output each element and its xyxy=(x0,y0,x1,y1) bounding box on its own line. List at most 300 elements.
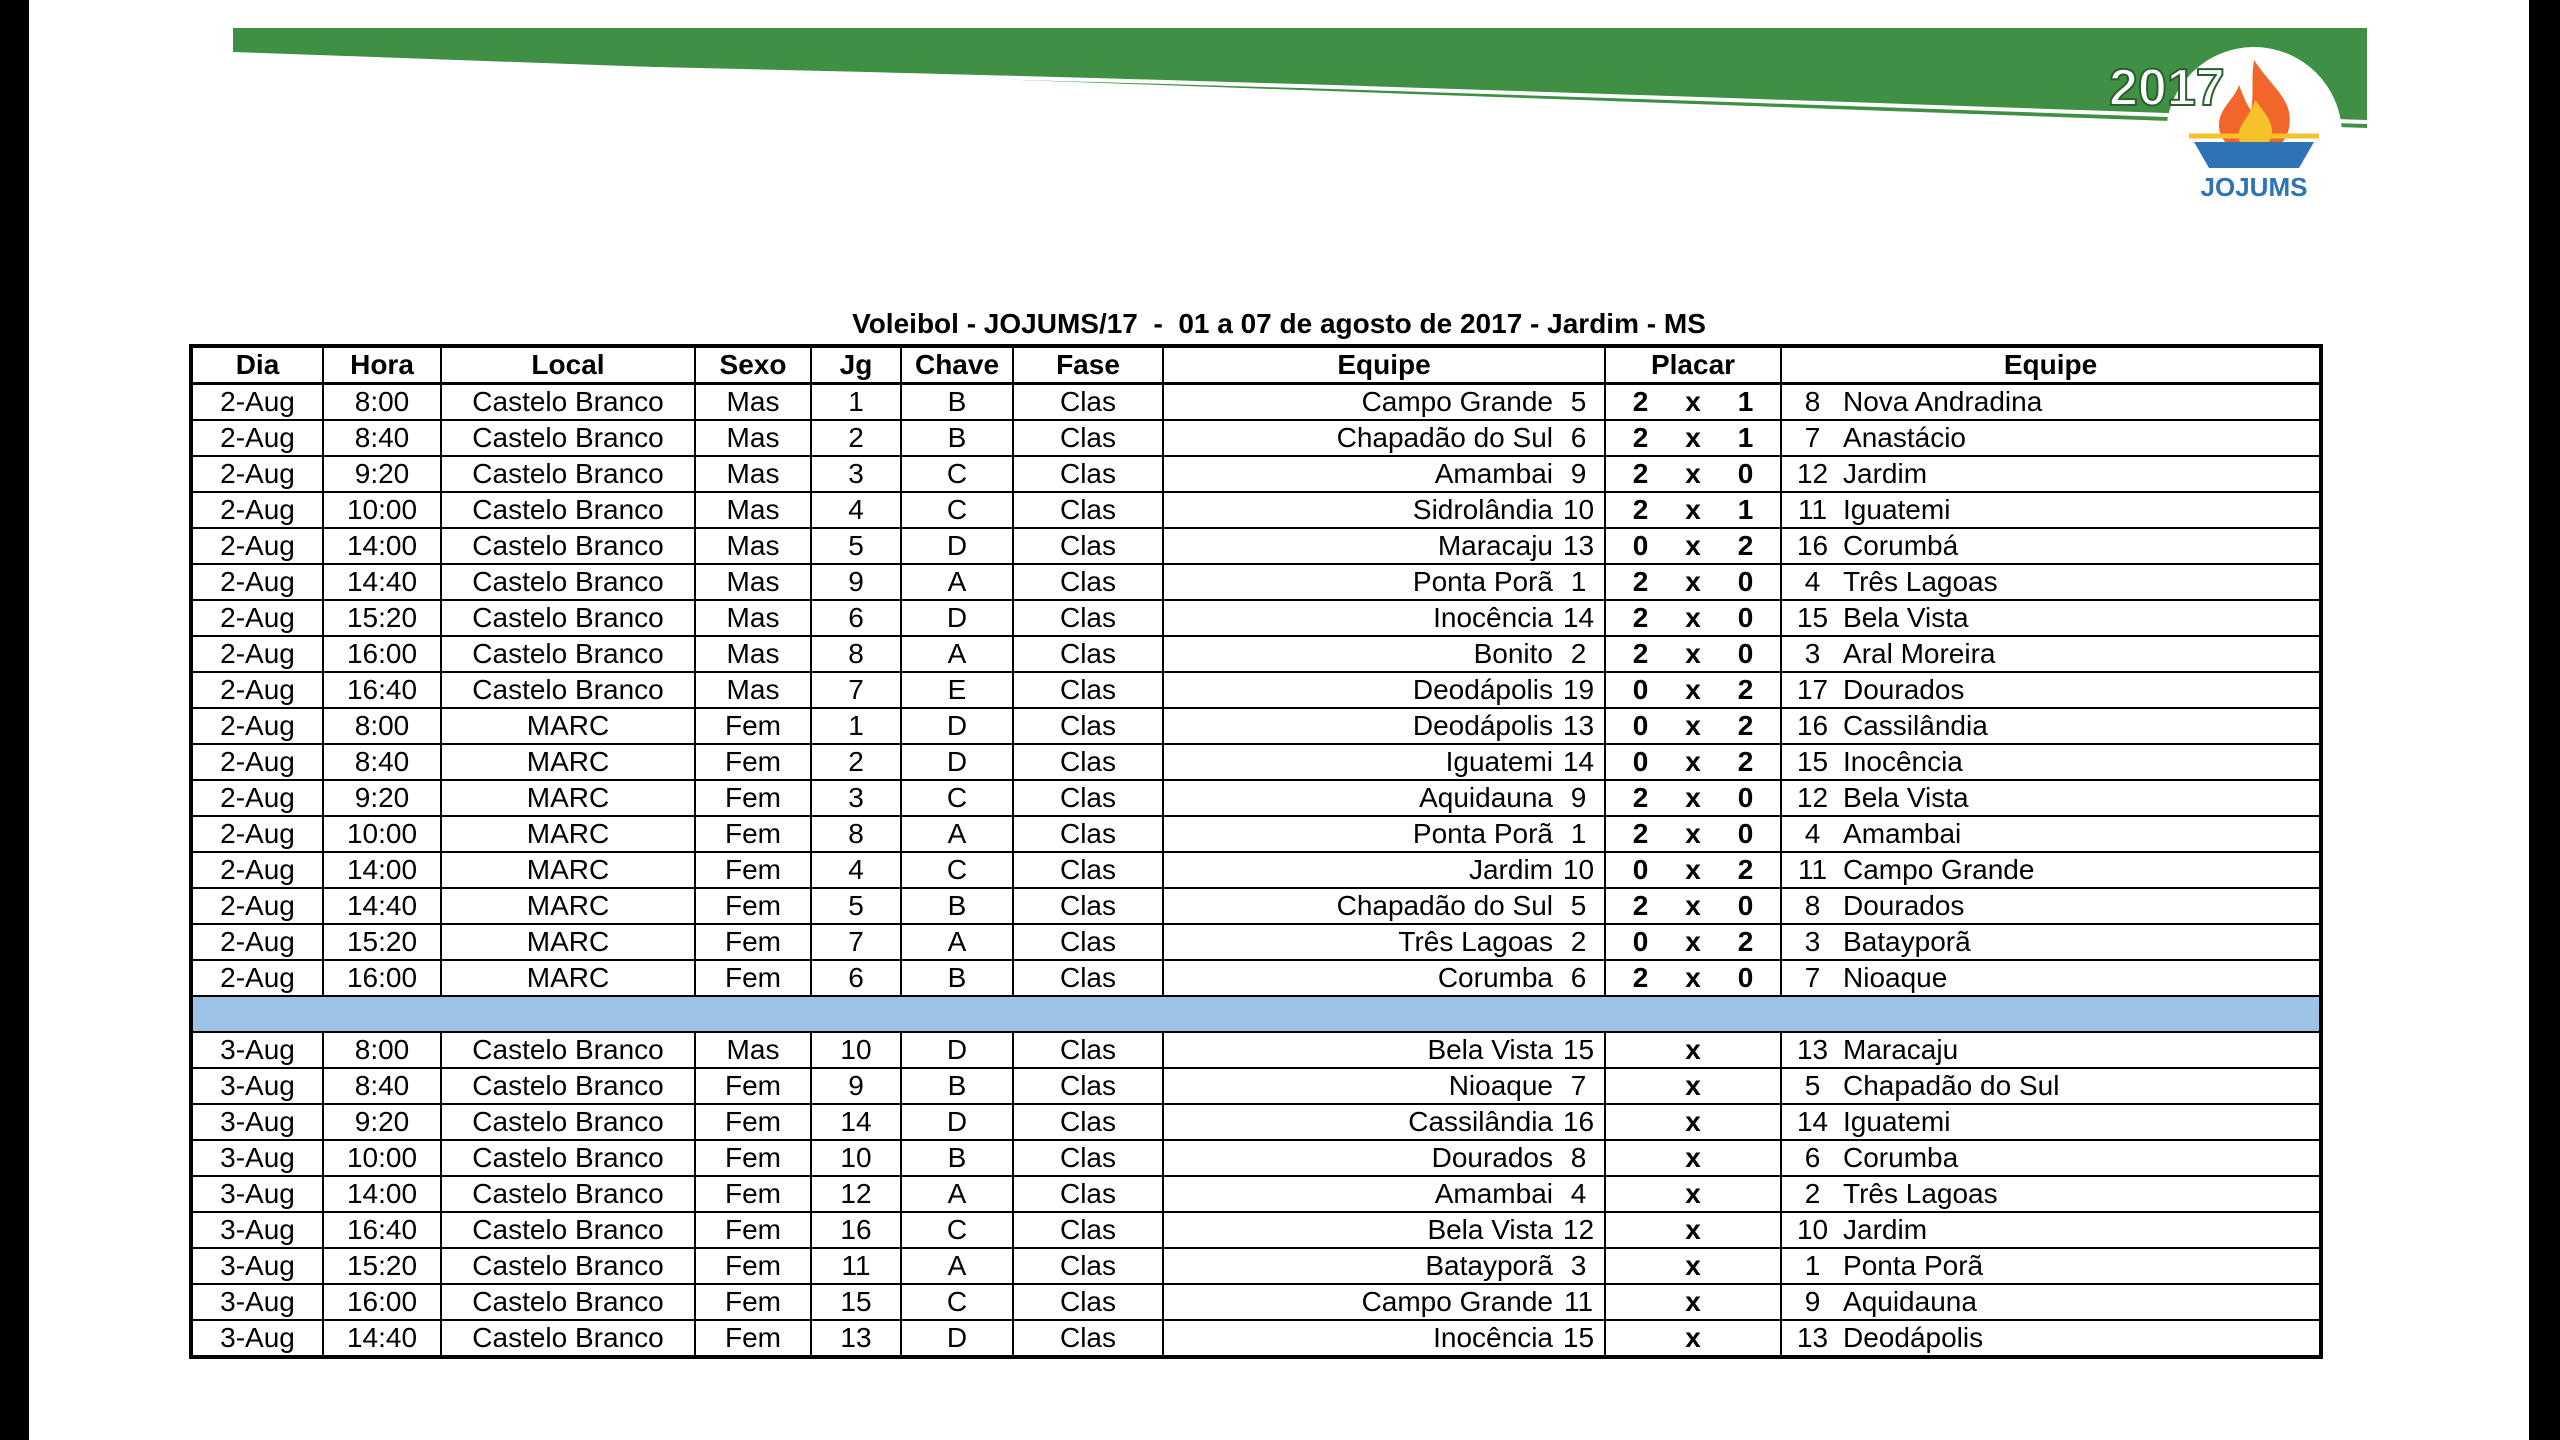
cell-away-team: Maracaju xyxy=(1843,1032,2321,1068)
cell-score-separator: x xyxy=(1675,924,1711,960)
cell-local: MARC xyxy=(441,816,695,852)
cell-home-seed: 6 xyxy=(1553,960,1605,996)
cell-away-score: 0 xyxy=(1711,780,1781,816)
cell-chave: D xyxy=(901,1104,1013,1140)
cell-dia: 3-Aug xyxy=(191,1176,323,1212)
cell-fase: Clas xyxy=(1013,744,1163,780)
match-row xyxy=(191,1032,2321,1068)
cell-away-seed: 3 xyxy=(1781,924,1843,960)
cell-away-score: 2 xyxy=(1711,528,1781,564)
cell-jg: 6 xyxy=(811,960,901,996)
cell-jg: 9 xyxy=(811,564,901,600)
cell-home-seed: 8 xyxy=(1553,1140,1605,1176)
cell-dia: 3-Aug xyxy=(191,1104,323,1140)
cell-home-seed: 13 xyxy=(1553,708,1605,744)
match-row xyxy=(191,1320,2321,1357)
cell-jg: 3 xyxy=(811,456,901,492)
cell-away-score: 2 xyxy=(1711,672,1781,708)
cell-home-team: Ponta Porã xyxy=(1163,564,1553,600)
cell-sexo: Mas xyxy=(695,420,811,456)
cell-away-seed: 4 xyxy=(1781,564,1843,600)
cell-away-seed: 9 xyxy=(1781,1284,1843,1320)
cell-home-score: 2 xyxy=(1605,420,1675,456)
cell-away-score xyxy=(1711,1284,1781,1320)
cell-home-seed: 10 xyxy=(1553,492,1605,528)
cell-local: MARC xyxy=(441,924,695,960)
cell-local: Castelo Branco xyxy=(441,384,695,421)
cell-away-score: 1 xyxy=(1711,492,1781,528)
cell-home-score: 0 xyxy=(1605,672,1675,708)
cell-away-seed: 14 xyxy=(1781,1104,1843,1140)
cell-dia: 2-Aug xyxy=(191,744,323,780)
cell-fase: Clas xyxy=(1013,456,1163,492)
cell-jg: 10 xyxy=(811,1032,901,1068)
cell-away-seed: 16 xyxy=(1781,528,1843,564)
cell-home-seed: 7 xyxy=(1553,1068,1605,1104)
cell-sexo: Mas xyxy=(695,672,811,708)
cell-hora: 10:00 xyxy=(323,816,441,852)
cell-home-seed: 5 xyxy=(1553,384,1605,421)
cell-home-seed: 6 xyxy=(1553,420,1605,456)
document-title: Voleibol - JOJUMS/17 - 01 a 07 de agosto de 2017 - Jardim - MS xyxy=(852,308,1706,339)
cell-away-seed: 2 xyxy=(1781,1176,1843,1212)
cell-chave: B xyxy=(901,384,1013,421)
cell-dia: 3-Aug xyxy=(191,1248,323,1284)
cell-fase: Clas xyxy=(1013,672,1163,708)
cell-dia: 3-Aug xyxy=(191,1212,323,1248)
cell-local: Castelo Branco xyxy=(441,1320,695,1357)
cell-local: MARC xyxy=(441,960,695,996)
cell-away-seed: 13 xyxy=(1781,1032,1843,1068)
cell-away-team: Campo Grande xyxy=(1843,852,2321,888)
cell-home-score: 2 xyxy=(1605,816,1675,852)
cell-away-score xyxy=(1711,1104,1781,1140)
cell-hora: 16:00 xyxy=(323,960,441,996)
cell-away-score: 0 xyxy=(1711,456,1781,492)
match-row xyxy=(191,1248,2321,1284)
cell-home-score: 2 xyxy=(1605,384,1675,421)
cell-away-seed: 15 xyxy=(1781,744,1843,780)
header-banner xyxy=(29,0,2529,200)
match-row xyxy=(191,492,2321,528)
cell-score-separator: x xyxy=(1675,708,1711,744)
header-row xyxy=(191,346,2321,384)
cell-local: Castelo Branco xyxy=(441,672,695,708)
cell-score-separator: x xyxy=(1675,1176,1711,1212)
cell-sexo: Mas xyxy=(695,456,811,492)
cell-fase: Clas xyxy=(1013,1140,1163,1176)
cell-jg: 12 xyxy=(811,1176,901,1212)
cell-local: Castelo Branco xyxy=(441,600,695,636)
cell-sexo: Fem xyxy=(695,888,811,924)
cell-away-seed: 12 xyxy=(1781,456,1843,492)
cell-chave: A xyxy=(901,564,1013,600)
cell-home-score xyxy=(1605,1284,1675,1320)
cell-chave: B xyxy=(901,1068,1013,1104)
cell-dia: 2-Aug xyxy=(191,528,323,564)
cell-score-separator: x xyxy=(1675,420,1711,456)
cell-dia: 2-Aug xyxy=(191,924,323,960)
cell-away-score: 2 xyxy=(1711,852,1781,888)
cell-away-team: Três Lagoas xyxy=(1843,564,2321,600)
cell-score-separator: x xyxy=(1675,672,1711,708)
cell-home-team: Amambai xyxy=(1163,456,1553,492)
cell-hora: 9:20 xyxy=(323,1104,441,1140)
cell-sexo: Fem xyxy=(695,1140,811,1176)
cell-fase: Clas xyxy=(1013,1068,1163,1104)
match-row xyxy=(191,816,2321,852)
cell-jg: 1 xyxy=(811,384,901,421)
col-jg: Jg xyxy=(811,346,901,384)
match-row xyxy=(191,636,2321,672)
cell-away-team: Três Lagoas xyxy=(1843,1176,2321,1212)
cell-away-seed: 7 xyxy=(1781,420,1843,456)
cell-score-separator: x xyxy=(1675,744,1711,780)
cell-away-seed: 17 xyxy=(1781,672,1843,708)
match-row xyxy=(191,528,2321,564)
cell-away-team: Ponta Porã xyxy=(1843,1248,2321,1284)
cell-fase: Clas xyxy=(1013,960,1163,996)
cell-fase: Clas xyxy=(1013,852,1163,888)
cell-home-seed: 12 xyxy=(1553,1212,1605,1248)
cell-hora: 14:40 xyxy=(323,888,441,924)
cell-chave: D xyxy=(901,744,1013,780)
cell-away-score: 2 xyxy=(1711,708,1781,744)
cell-home-team: Chapadão do Sul xyxy=(1163,888,1553,924)
cell-fase: Clas xyxy=(1013,600,1163,636)
cell-home-score: 0 xyxy=(1605,708,1675,744)
cell-home-score: 2 xyxy=(1605,600,1675,636)
cell-hora: 8:00 xyxy=(323,1032,441,1068)
cell-jg: 8 xyxy=(811,816,901,852)
cell-fase: Clas xyxy=(1013,816,1163,852)
cell-home-team: Aquidauna xyxy=(1163,780,1553,816)
cell-away-seed: 10 xyxy=(1781,1212,1843,1248)
match-row xyxy=(191,1140,2321,1176)
cell-hora: 9:20 xyxy=(323,780,441,816)
cell-chave: D xyxy=(901,600,1013,636)
cell-away-score: 0 xyxy=(1711,636,1781,672)
cell-fase: Clas xyxy=(1013,636,1163,672)
cell-home-team: Amambai xyxy=(1163,1176,1553,1212)
cell-home-team: Chapadão do Sul xyxy=(1163,420,1553,456)
cell-dia: 2-Aug xyxy=(191,456,323,492)
cell-local: Castelo Branco xyxy=(441,1212,695,1248)
cell-away-score: 0 xyxy=(1711,816,1781,852)
cell-jg: 4 xyxy=(811,492,901,528)
cell-away-score xyxy=(1711,1032,1781,1068)
cell-hora: 16:40 xyxy=(323,1212,441,1248)
col-local: Local xyxy=(441,346,695,384)
cell-away-score: 0 xyxy=(1711,600,1781,636)
cell-away-team: Inocência xyxy=(1843,744,2321,780)
cell-home-seed: 9 xyxy=(1553,780,1605,816)
cell-home-team: Inocência xyxy=(1163,1320,1553,1357)
cell-score-separator: x xyxy=(1675,1248,1711,1284)
cell-jg: 13 xyxy=(811,1320,901,1357)
cell-jg: 16 xyxy=(811,1212,901,1248)
cell-score-separator: x xyxy=(1675,1104,1711,1140)
cell-fase: Clas xyxy=(1013,708,1163,744)
cell-score-separator: x xyxy=(1675,1032,1711,1068)
cell-home-seed: 15 xyxy=(1553,1032,1605,1068)
cell-away-score: 1 xyxy=(1711,420,1781,456)
cell-local: MARC xyxy=(441,888,695,924)
cell-fase: Clas xyxy=(1013,924,1163,960)
cell-local: Castelo Branco xyxy=(441,1032,695,1068)
cell-away-team: Amambai xyxy=(1843,816,2321,852)
cell-fase: Clas xyxy=(1013,1032,1163,1068)
cell-score-separator: x xyxy=(1675,1140,1711,1176)
cell-score-separator: x xyxy=(1675,852,1711,888)
cell-home-seed: 16 xyxy=(1553,1104,1605,1140)
cell-jg: 3 xyxy=(811,780,901,816)
cell-away-score: 0 xyxy=(1711,564,1781,600)
cell-jg: 14 xyxy=(811,1104,901,1140)
cell-away-score xyxy=(1711,1068,1781,1104)
cell-local: Castelo Branco xyxy=(441,636,695,672)
cell-away-score xyxy=(1711,1248,1781,1284)
cell-home-score: 2 xyxy=(1605,780,1675,816)
cell-fase: Clas xyxy=(1013,888,1163,924)
cell-local: Castelo Branco xyxy=(441,1176,695,1212)
cell-away-seed: 3 xyxy=(1781,636,1843,672)
cell-sexo: Fem xyxy=(695,1320,811,1357)
cell-home-seed: 19 xyxy=(1553,672,1605,708)
cell-away-team: Dourados xyxy=(1843,888,2321,924)
cell-dia: 3-Aug xyxy=(191,1320,323,1357)
cell-home-team: Bonito xyxy=(1163,636,1553,672)
cell-chave: A xyxy=(901,1176,1013,1212)
cell-hora: 8:00 xyxy=(323,384,441,421)
cell-local: MARC xyxy=(441,852,695,888)
cell-home-team: Nioaque xyxy=(1163,1068,1553,1104)
cell-chave: A xyxy=(901,924,1013,960)
col-equipe-home: Equipe xyxy=(1163,346,1605,384)
cell-home-team: Campo Grande xyxy=(1163,384,1553,421)
cell-sexo: Fem xyxy=(695,1104,811,1140)
cell-chave: C xyxy=(901,780,1013,816)
cell-chave: B xyxy=(901,960,1013,996)
cell-jg: 10 xyxy=(811,1140,901,1176)
cell-home-score: 0 xyxy=(1605,528,1675,564)
cell-fase: Clas xyxy=(1013,420,1163,456)
match-row xyxy=(191,852,2321,888)
cell-home-seed: 14 xyxy=(1553,600,1605,636)
cell-away-team: Cassilândia xyxy=(1843,708,2321,744)
cell-sexo: Fem xyxy=(695,816,811,852)
cell-chave: A xyxy=(901,1248,1013,1284)
cell-away-seed: 6 xyxy=(1781,1140,1843,1176)
cell-jg: 8 xyxy=(811,636,901,672)
cell-hora: 14:00 xyxy=(323,528,441,564)
cell-dia: 3-Aug xyxy=(191,1140,323,1176)
col-equipe-away: Equipe xyxy=(1781,346,2321,384)
cell-dia: 2-Aug xyxy=(191,384,323,421)
cell-score-separator: x xyxy=(1675,1284,1711,1320)
cell-fase: Clas xyxy=(1013,492,1163,528)
cell-home-seed: 15 xyxy=(1553,1320,1605,1357)
match-row xyxy=(191,1068,2321,1104)
cell-home-team: Bela Vista xyxy=(1163,1032,1553,1068)
cell-away-score xyxy=(1711,1320,1781,1357)
cell-home-team: Deodápolis xyxy=(1163,708,1553,744)
cell-away-score: 0 xyxy=(1711,960,1781,996)
match-row xyxy=(191,420,2321,456)
cell-chave: C xyxy=(901,852,1013,888)
cell-local: Castelo Branco xyxy=(441,420,695,456)
cell-jg: 9 xyxy=(811,1068,901,1104)
cell-local: MARC xyxy=(441,780,695,816)
cell-away-score: 2 xyxy=(1711,744,1781,780)
cell-dia: 2-Aug xyxy=(191,420,323,456)
cell-chave: B xyxy=(901,888,1013,924)
cell-away-seed: 5 xyxy=(1781,1068,1843,1104)
cell-jg: 5 xyxy=(811,888,901,924)
cell-sexo: Fem xyxy=(695,960,811,996)
match-row xyxy=(191,456,2321,492)
cell-sexo: Fem xyxy=(695,780,811,816)
cell-away-team: Nioaque xyxy=(1843,960,2321,996)
cell-home-score: 2 xyxy=(1605,492,1675,528)
cell-sexo: Mas xyxy=(695,564,811,600)
cell-score-separator: x xyxy=(1675,456,1711,492)
cell-local: Castelo Branco xyxy=(441,528,695,564)
cell-away-seed: 11 xyxy=(1781,492,1843,528)
cell-dia: 2-Aug xyxy=(191,492,323,528)
cell-away-score: 1 xyxy=(1711,384,1781,421)
cell-chave: A xyxy=(901,636,1013,672)
cell-hora: 15:20 xyxy=(323,1248,441,1284)
cell-sexo: Fem xyxy=(695,1212,811,1248)
cell-home-team: Inocência xyxy=(1163,600,1553,636)
cell-jg: 4 xyxy=(811,852,901,888)
cell-home-team: Maracaju xyxy=(1163,528,1553,564)
cell-dia: 3-Aug xyxy=(191,1032,323,1068)
cell-away-seed: 8 xyxy=(1781,384,1843,421)
cell-home-seed: 4 xyxy=(1553,1176,1605,1212)
col-chave: Chave xyxy=(901,346,1013,384)
schedule-body xyxy=(191,384,2321,1358)
cell-home-score xyxy=(1605,1212,1675,1248)
cell-hora: 15:20 xyxy=(323,924,441,960)
cell-away-team: Anastácio xyxy=(1843,420,2321,456)
cell-home-score: 2 xyxy=(1605,564,1675,600)
cell-fase: Clas xyxy=(1013,780,1163,816)
cell-score-separator: x xyxy=(1675,564,1711,600)
cell-hora: 14:00 xyxy=(323,852,441,888)
cell-hora: 16:00 xyxy=(323,636,441,672)
cell-sexo: Fem xyxy=(695,1248,811,1284)
cell-chave: B xyxy=(901,420,1013,456)
cell-home-team: Dourados xyxy=(1163,1140,1553,1176)
cell-jg: 2 xyxy=(811,744,901,780)
cell-home-score: 2 xyxy=(1605,960,1675,996)
cell-chave: C xyxy=(901,1212,1013,1248)
cell-away-team: Aquidauna xyxy=(1843,1284,2321,1320)
cell-home-score xyxy=(1605,1176,1675,1212)
cell-local: Castelo Branco xyxy=(441,1104,695,1140)
cell-dia: 2-Aug xyxy=(191,852,323,888)
cell-away-seed: 11 xyxy=(1781,852,1843,888)
cell-local: Castelo Branco xyxy=(441,492,695,528)
cell-away-seed: 1 xyxy=(1781,1248,1843,1284)
cell-away-team: Deodápolis xyxy=(1843,1320,2321,1357)
cell-home-team: Sidrolândia xyxy=(1163,492,1553,528)
cell-score-separator: x xyxy=(1675,1212,1711,1248)
cell-home-seed: 1 xyxy=(1553,564,1605,600)
cell-home-seed: 5 xyxy=(1553,888,1605,924)
cell-hora: 10:00 xyxy=(323,492,441,528)
cell-jg: 6 xyxy=(811,600,901,636)
cell-home-score: 0 xyxy=(1605,852,1675,888)
cell-away-team: Dourados xyxy=(1843,672,2321,708)
cell-away-seed: 12 xyxy=(1781,780,1843,816)
stadium-icon xyxy=(2194,142,2314,168)
cell-away-team: Iguatemi xyxy=(1843,1104,2321,1140)
match-row xyxy=(191,1284,2321,1320)
cell-fase: Clas xyxy=(1013,1320,1163,1357)
cell-home-score: 0 xyxy=(1605,744,1675,780)
cell-hora: 16:40 xyxy=(323,672,441,708)
cell-home-score: 0 xyxy=(1605,924,1675,960)
cell-fase: Clas xyxy=(1013,384,1163,421)
cell-home-seed: 10 xyxy=(1553,852,1605,888)
cell-score-separator: x xyxy=(1675,888,1711,924)
cell-chave: C xyxy=(901,1284,1013,1320)
cell-jg: 7 xyxy=(811,924,901,960)
cell-sexo: Mas xyxy=(695,600,811,636)
cell-sexo: Fem xyxy=(695,1284,811,1320)
cell-jg: 11 xyxy=(811,1248,901,1284)
cell-hora: 10:00 xyxy=(323,1140,441,1176)
cell-local: MARC xyxy=(441,744,695,780)
logo-name: JOJUMS xyxy=(2200,172,2308,200)
cell-fase: Clas xyxy=(1013,1176,1163,1212)
cell-away-score xyxy=(1711,1212,1781,1248)
cell-chave: C xyxy=(901,492,1013,528)
cell-home-team: Bela Vista xyxy=(1163,1212,1553,1248)
cell-jg: 5 xyxy=(811,528,901,564)
cell-home-score: 2 xyxy=(1605,636,1675,672)
match-row xyxy=(191,780,2321,816)
cell-hora: 8:40 xyxy=(323,1068,441,1104)
cell-away-team: Batayporã xyxy=(1843,924,2321,960)
cell-away-team: Bela Vista xyxy=(1843,780,2321,816)
cell-sexo: Fem xyxy=(695,852,811,888)
cell-dia: 2-Aug xyxy=(191,708,323,744)
cell-sexo: Fem xyxy=(695,708,811,744)
cell-home-score xyxy=(1605,1104,1675,1140)
cell-score-separator: x xyxy=(1675,636,1711,672)
cell-away-seed: 7 xyxy=(1781,960,1843,996)
cell-away-team: Iguatemi xyxy=(1843,492,2321,528)
match-row xyxy=(191,960,2321,996)
cell-away-team: Corumbá xyxy=(1843,528,2321,564)
cell-away-seed: 13 xyxy=(1781,1320,1843,1357)
col-hora: Hora xyxy=(323,346,441,384)
cell-chave: D xyxy=(901,528,1013,564)
cell-fase: Clas xyxy=(1013,1284,1163,1320)
cell-dia: 2-Aug xyxy=(191,672,323,708)
match-row xyxy=(191,1104,2321,1140)
cell-home-seed: 1 xyxy=(1553,816,1605,852)
cell-jg: 7 xyxy=(811,672,901,708)
cell-home-team: Campo Grande xyxy=(1163,1284,1553,1320)
match-row xyxy=(191,708,2321,744)
cell-jg: 15 xyxy=(811,1284,901,1320)
day-separator xyxy=(191,996,2321,1032)
